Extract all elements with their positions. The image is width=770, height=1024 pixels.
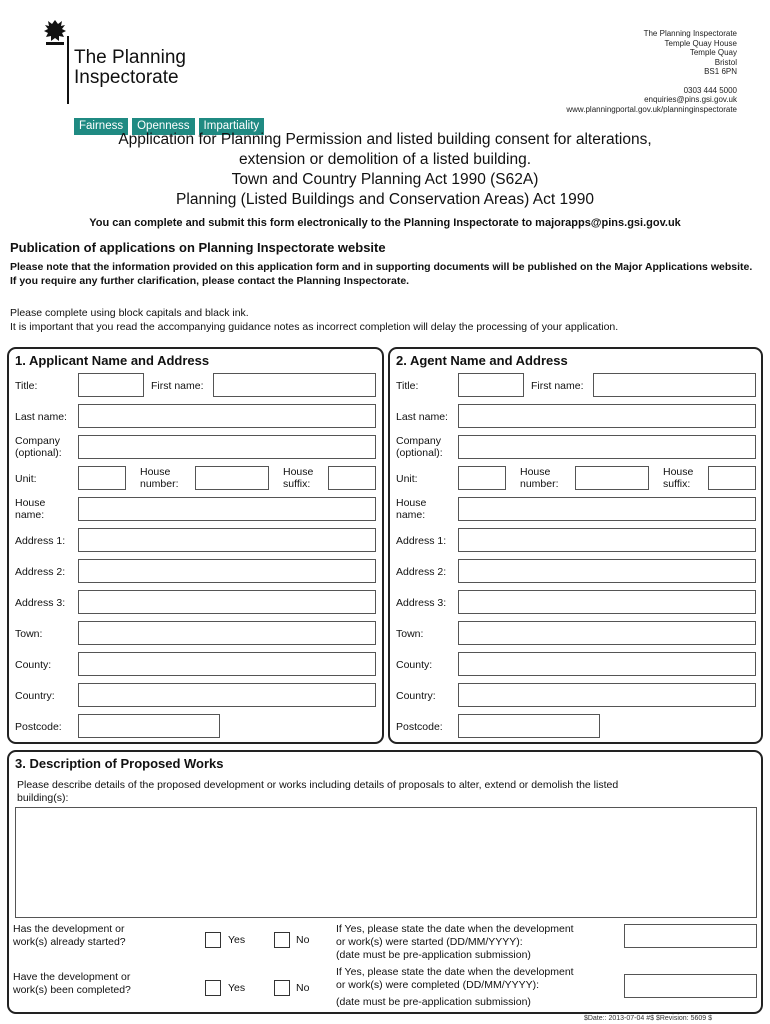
applicant-last-name-field[interactable]: [78, 404, 376, 428]
applicant-house-number-field[interactable]: [195, 466, 269, 490]
applicant-address1-field[interactable]: [78, 528, 376, 552]
completed-no-checkbox[interactable]: [274, 980, 290, 996]
section-title: 3. Description of Proposed Works: [15, 756, 224, 771]
agent-county-field[interactable]: [458, 652, 756, 676]
publication-heading: Publication of applications on Planning Inspectorate website: [10, 240, 386, 255]
completed-date-instruction: If Yes, please state the date when the development or work(s) were completed (DD/MM/YYYY): (date must be pre-application submission): [336, 966, 574, 1008]
started-yes-checkbox[interactable]: [205, 932, 221, 948]
description-textarea[interactable]: [15, 807, 757, 918]
section-title: 2. Agent Name and Address: [396, 353, 568, 368]
email-link[interactable]: enquiries@pins.gsi.gov.uk: [644, 95, 737, 104]
applicant-town-field[interactable]: [78, 621, 376, 645]
agent-last-name-field[interactable]: [458, 404, 756, 428]
applicant-country-field[interactable]: [78, 683, 376, 707]
agent-address1-field[interactable]: [458, 528, 756, 552]
value-tag: Fairness: [74, 118, 128, 135]
started-no-checkbox[interactable]: [274, 932, 290, 948]
agent-postcode-field[interactable]: [458, 714, 600, 738]
publication-note: Please note that the information provided on this application form and in supporting documents will be published on the Major Applications website. If you require any further clarification, please contact the Planning Inspectorate.: [10, 261, 753, 287]
applicant-postcode-field[interactable]: [78, 714, 220, 738]
applicant-address3-field[interactable]: [78, 590, 376, 614]
applicant-first-name-field[interactable]: [213, 373, 376, 397]
description-section: 3. Description of Proposed Works Please describe details of the proposed development or works including details of proposals to alter, extend or demolish the listed building(s): Has the development or work(s) already started? Yes No If Yes, please state the date when the development or work(s) were started (DD/MM/YYYY): (date must be pre-application submission) Have the development or work(s) been completed? Yes No If Yes, please state the date when the development or work(s) were completed (DD/MM/YYYY): (date must be pre-application submission): [7, 750, 763, 1014]
applicant-section: 1. Applicant Name and Address Title: First name: Last name: Company (optional): Unit: House number: House suffix: House name: Address 1: Address 2: Address 3: Town: County: Country: Postcode:: [7, 347, 384, 744]
agent-company-field[interactable]: [458, 435, 756, 459]
agent-address2-field[interactable]: [458, 559, 756, 583]
phone: 0303 444 5000: [683, 85, 737, 95]
applicant-house-suffix-field[interactable]: [328, 466, 376, 490]
applicant-unit-field[interactable]: [78, 466, 126, 490]
section-title: 1. Applicant Name and Address: [15, 353, 210, 368]
agent-house-number-field[interactable]: [575, 466, 649, 490]
agent-house-name-field[interactable]: [458, 497, 756, 521]
agent-address3-field[interactable]: [458, 590, 756, 614]
website-link[interactable]: www.planningportal.gov.uk/planninginspectorate: [566, 104, 737, 114]
agent-house-suffix-field[interactable]: [708, 466, 756, 490]
logo-text: The Planning Inspectorate: [74, 47, 186, 88]
instructions: Please complete using block capitals and black ink. It is important that you read the accompanying guidance notes as incorrect completion will delay the processing of your application.: [10, 307, 619, 333]
agent-first-name-field[interactable]: [593, 373, 756, 397]
applicant-address2-field[interactable]: [78, 559, 376, 583]
applicant-house-name-field[interactable]: [78, 497, 376, 521]
description-instruction: Please describe details of the proposed development or works including details of proposals to alter, extend or demolish the listed building(s):: [17, 779, 619, 804]
agent-section: 2. Agent Name and Address Title: First name: Last name: Company (optional): Unit: House number: House suffix: House name: Address 1: Address 2: Address 3: Town: County: Country: Postcode:: [388, 347, 763, 744]
submit-instruction: You can complete and submit this form electronically to the Planning Inspectorate to majorapps@pins.gsi.gov.uk: [89, 217, 681, 229]
agent-country-field[interactable]: [458, 683, 756, 707]
contact-address: The Planning Inspectorate Temple Quay House Temple Quay Bristol BS1 6PN 0303 444 5000 enquiries@pins.gsi.gov.uk www.planningportal.gov.uk/planninginspectorate: [566, 29, 737, 114]
form-title: Application for Planning Permission and listed building consent for alterations, extension or demolition of a listed building. Town and Country Planning Act 1990 (S62A) Planning (Listed Buildings and Conservation Areas) Act 1990: [118, 131, 652, 208]
applicant-company-field[interactable]: [78, 435, 376, 459]
value-tag: Impartiality: [199, 118, 265, 135]
started-date-instruction: If Yes, please state the date when the development or work(s) were started (DD/MM/YYYY): (date must be pre-application submission): [336, 923, 574, 961]
started-date-field[interactable]: [624, 924, 757, 948]
agent-unit-field[interactable]: [458, 466, 506, 490]
revision-footer: $Date:: 2013-07-04 #$ $Revision: 5609 $: [583, 1015, 712, 1022]
value-tag: Openness: [132, 118, 194, 135]
completed-yes-checkbox[interactable]: [205, 980, 221, 996]
agent-town-field[interactable]: [458, 621, 756, 645]
agent-title-field[interactable]: [458, 373, 524, 397]
started-question: Has the development or work(s) already started?: [13, 923, 126, 948]
applicant-title-field[interactable]: [78, 373, 144, 397]
completed-question: Have the development or work(s) been completed?: [13, 971, 131, 996]
completed-date-field[interactable]: [624, 974, 757, 998]
applicant-county-field[interactable]: [78, 652, 376, 676]
